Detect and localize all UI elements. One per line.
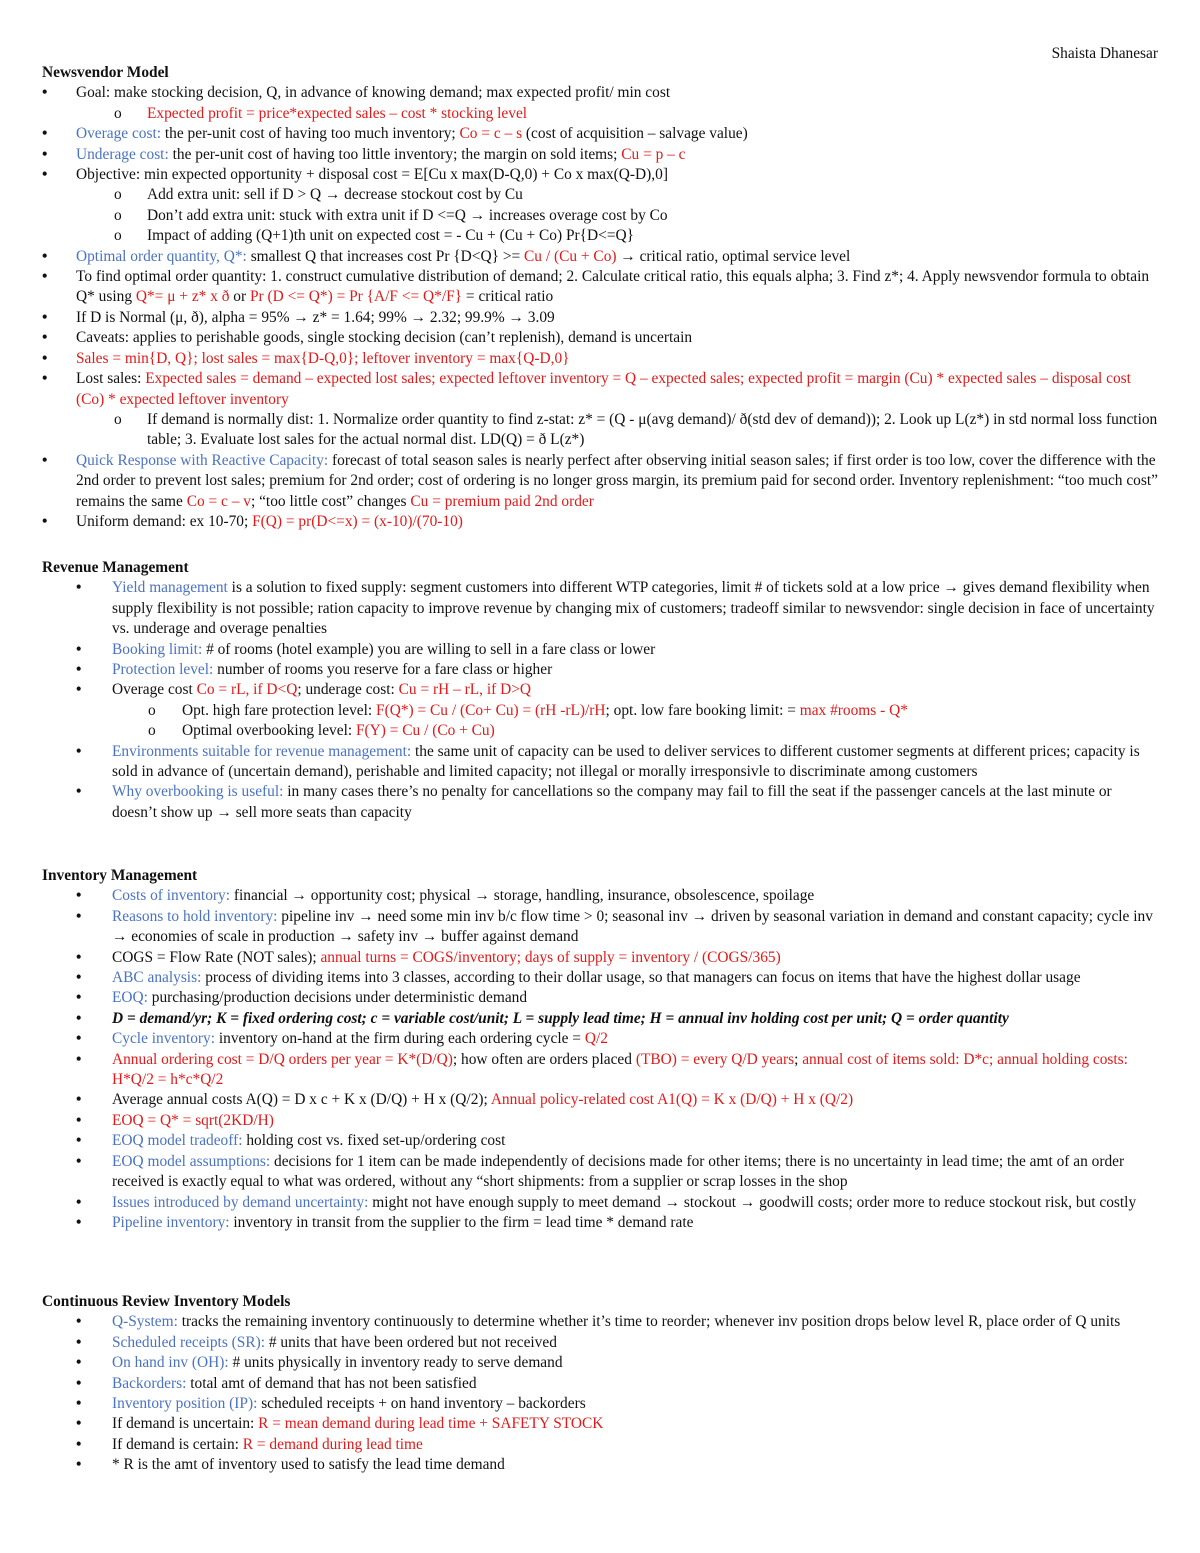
list-item: o Don’t add extra unit: stuck with extra unit if D <=Q → increases overage cost by Co (42, 206, 1158, 226)
list-item: • Optimal order quantity, Q*: smallest Q that increases cost Pr {D<Q} >= Cu / (Cu + Co) → critical ratio, optimal service level (42, 247, 1158, 267)
section-title: Continuous Review Inventory Models (42, 1293, 291, 1310)
bullet-list (42, 83, 1158, 532)
list-item: • * R is the amt of inventory used to satisfy the lead time demand (42, 1455, 1158, 1475)
list-item: • Booking limit: # of rooms (hotel example) you are willing to sell in a fare class or lower (42, 640, 1158, 660)
list-item: • Why overbooking is useful: in many cases there’s no penalty for cancellations so the company may fail to fill the seat if the passenger cancels at the last minute or doesn’t show up → sell more seats than capacity (42, 782, 1158, 823)
section-title: Newsvendor Model (42, 64, 169, 81)
list-item: • Objective: min expected opportunity + disposal cost = E[Cu x max(D-Q,0) + Co x max(Q-D),0] (42, 165, 1158, 185)
section-title: Revenue Management (42, 559, 189, 576)
list-item: • Sales = min{D, Q}; lost sales = max{D-Q,0}; leftover inventory = max{Q-D,0} (42, 349, 1158, 369)
list-item: • Backorders: total amt of demand that has not been satisfied (42, 1374, 1158, 1394)
list-item: • Protection level: number of rooms you reserve for a fare class or higher (42, 660, 1158, 680)
list-item: • EOQ: purchasing/production decisions under deterministic demand (42, 988, 1158, 1008)
list-item: • Uniform demand: ex 10-70; F(Q) = pr(D<=x) = (x-10)/(70-10) (42, 512, 1158, 532)
list-item: • Goal: make stocking decision, Q, in advance of knowing demand; max expected profit/ min cost (42, 83, 1158, 103)
list-item: • Overage cost Co = rL, if D<Q; underage cost: Cu = rH – rL, if D>Q (42, 680, 1158, 700)
list-item: • Issues introduced by demand uncertainty: might not have enough supply to meet demand → stockout → goodwill costs; order more to reduce stockout risk, but costly (42, 1193, 1158, 1213)
list-item: • Yield management is a solution to fixed supply: segment customers into different WTP categories, limit # of tickets sold at a low price → gives demand flexibility when supply flexibility is not possible; ration capacity to improve revenue by changing mix of customers; tradeoff similar to newsvendor: single decision in face of uncertainty vs. underage and overage penalties (42, 578, 1158, 639)
list-item: o Optimal overbooking level: F(Y) = Cu / (Co + Cu) (42, 721, 1158, 741)
list-item: • Costs of inventory: financial → opportunity cost; physical → storage, handling, insurance, obsolescence, spoilage (42, 886, 1158, 906)
section-revenue-management (42, 558, 1158, 823)
list-item: • Inventory position (IP): scheduled receipts + on hand inventory – backorders (42, 1394, 1158, 1414)
list-item: o Opt. high fare protection level: F(Q*) = Cu / (Co+ Cu) = (rH -rL)/rH; opt. low fare booking limit: = max #rooms - Q* (42, 701, 1158, 721)
list-item: • Environments suitable for revenue management: the same unit of capacity can be used to deliver services to different customer segments at different prices; capacity is sold in advance of (uncertain demand), perishable and limited capacity; not illegal or morally irresponsivle to discriminate among customers (42, 742, 1158, 783)
list-item: • On hand inv (OH): # units physically in inventory ready to serve demand (42, 1353, 1158, 1373)
list-item: • Q-System: tracks the remaining inventory continuously to determine whether it’s time to reorder; whenever inv position drops below level R, place order of Q units (42, 1312, 1158, 1332)
list-item: • Caveats: applies to perishable goods, single stocking decision (can’t replenish), demand is uncertain (42, 328, 1158, 348)
bullet-list (42, 886, 1158, 1233)
bullet-list (42, 1312, 1158, 1475)
list-item: • Average annual costs A(Q) = D x c + K x (D/Q) + H x (Q/2); Annual policy-related cost A1(Q) = K x (D/Q) + H x (Q/2) (42, 1090, 1158, 1110)
list-item: • If demand is certain: R = demand during lead time (42, 1435, 1158, 1455)
section-title: Inventory Management (42, 867, 198, 884)
list-item: • EOQ model assumptions: decisions for 1 item can be made independently of decisions made for other items; there is no uncertainty in lead time; the amt of an order received is exactly equal to what was ordered, without any “short shipments: from a supplier or scrap losses in the shop (42, 1152, 1158, 1193)
section-newsvendor (42, 63, 1158, 532)
list-item: • ABC analysis: process of dividing items into 3 classes, according to their dollar usage, so that managers can focus on items that have the highest dollar usage (42, 968, 1158, 988)
list-item: • Quick Response with Reactive Capacity: forecast of total season sales is nearly perfect after observing initial season sales; if first order is too low, cover the difference with the 2nd order to prevent lost sales; premium for 2nd order; cost of ordering is no longer gross margin, its premium paid for second order. Inventory replenishment: “too much cost” remains the same Co = c – v; “too little cost” changes Cu = premium paid 2nd order (42, 451, 1158, 512)
list-item: • Annual ordering cost = D/Q orders per year = K*(D/Q); how often are orders placed (TBO) = every Q/D years; annual cost of items sold: D*c; annual holding costs: H*Q/2 = h*c*Q/2 (42, 1050, 1158, 1091)
list-item: o Add extra unit: sell if D > Q → decrease stockout cost by Cu (42, 185, 1158, 205)
list-item: • Pipeline inventory: inventory in transit from the supplier to the firm = lead time * demand rate (42, 1213, 1158, 1233)
section-inventory-management (42, 866, 1158, 1233)
list-item: o If demand is normally dist: 1. Normalize order quantity to find z-stat: z* = (Q - μ(avg demand)/ ð(std dev of demand)); 2. Look up L(z*) in std normal loss function table; 3. Evaluate lost sales for the actual normal dist. LD(Q) = ð L(z*) (42, 410, 1158, 451)
list-item: o Expected profit = price*expected sales – cost * stocking level (42, 104, 1158, 124)
list-item: • COGS = Flow Rate (NOT sales); annual turns = COGS/inventory; days of supply = inventory / (COGS/365) (42, 948, 1158, 968)
author-name: Shaista Dhanesar (1051, 45, 1158, 62)
list-item: o Impact of adding (Q+1)th unit on expected cost = - Cu + (Cu + Co) Pr{D<=Q} (42, 226, 1158, 246)
list-item: • To find optimal order quantity: 1. construct cumulative distribution of demand; 2. Calculate critical ratio, this equals alpha; 3. Find z*; 4. Apply newsvendor formula to obtain Q* using Q*= μ + z* x ð or Pr (D <= Q*) = Pr {A/F <= Q*/F} = critical ratio (42, 267, 1158, 308)
list-item: • Underage cost: the per-unit cost of having too little inventory; the margin on sold items; Cu = p – c (42, 145, 1158, 165)
list-item: • D = demand/yr; K = fixed ordering cost; c = variable cost/unit; L = supply lead time; H = annual inv holding cost per unit; Q = order quantity (42, 1009, 1158, 1029)
list-item: • Scheduled receipts (SR): # units that have been ordered but not received (42, 1333, 1158, 1353)
bullet-list (42, 578, 1158, 823)
list-item: • Lost sales: Expected sales = demand – expected lost sales; expected leftover inventory = Q – expected sales; expected profit = margin (Cu) * expected sales – disposal cost (Co) * expected leftover inventory (42, 369, 1158, 410)
list-item: • Cycle inventory: inventory on-hand at the firm during each ordering cycle = Q/2 (42, 1029, 1158, 1049)
list-item: • EOQ = Q* = sqrt(2KD/H) (42, 1111, 1158, 1131)
list-item: • If demand is uncertain: R = mean demand during lead time + SAFETY STOCK (42, 1414, 1158, 1434)
list-item: • If D is Normal (μ, ð), alpha = 95% → z* = 1.64; 99% → 2.32; 99.9% → 3.09 (42, 308, 1158, 328)
list-item: • Overage cost: the per-unit cost of having too much inventory; Co = c – s (cost of acquisition – salvage value) (42, 124, 1158, 144)
section-continuous-review (42, 1292, 1158, 1476)
list-item: • Reasons to hold inventory: pipeline inv → need some min inv b/c flow time > 0; seasonal inv → driven by seasonal variation in demand and constant capacity; cycle inv → economies of scale in production → safety inv → buffer against demand (42, 907, 1158, 948)
list-item: • EOQ model tradeoff: holding cost vs. fixed set-up/ordering cost (42, 1131, 1158, 1151)
